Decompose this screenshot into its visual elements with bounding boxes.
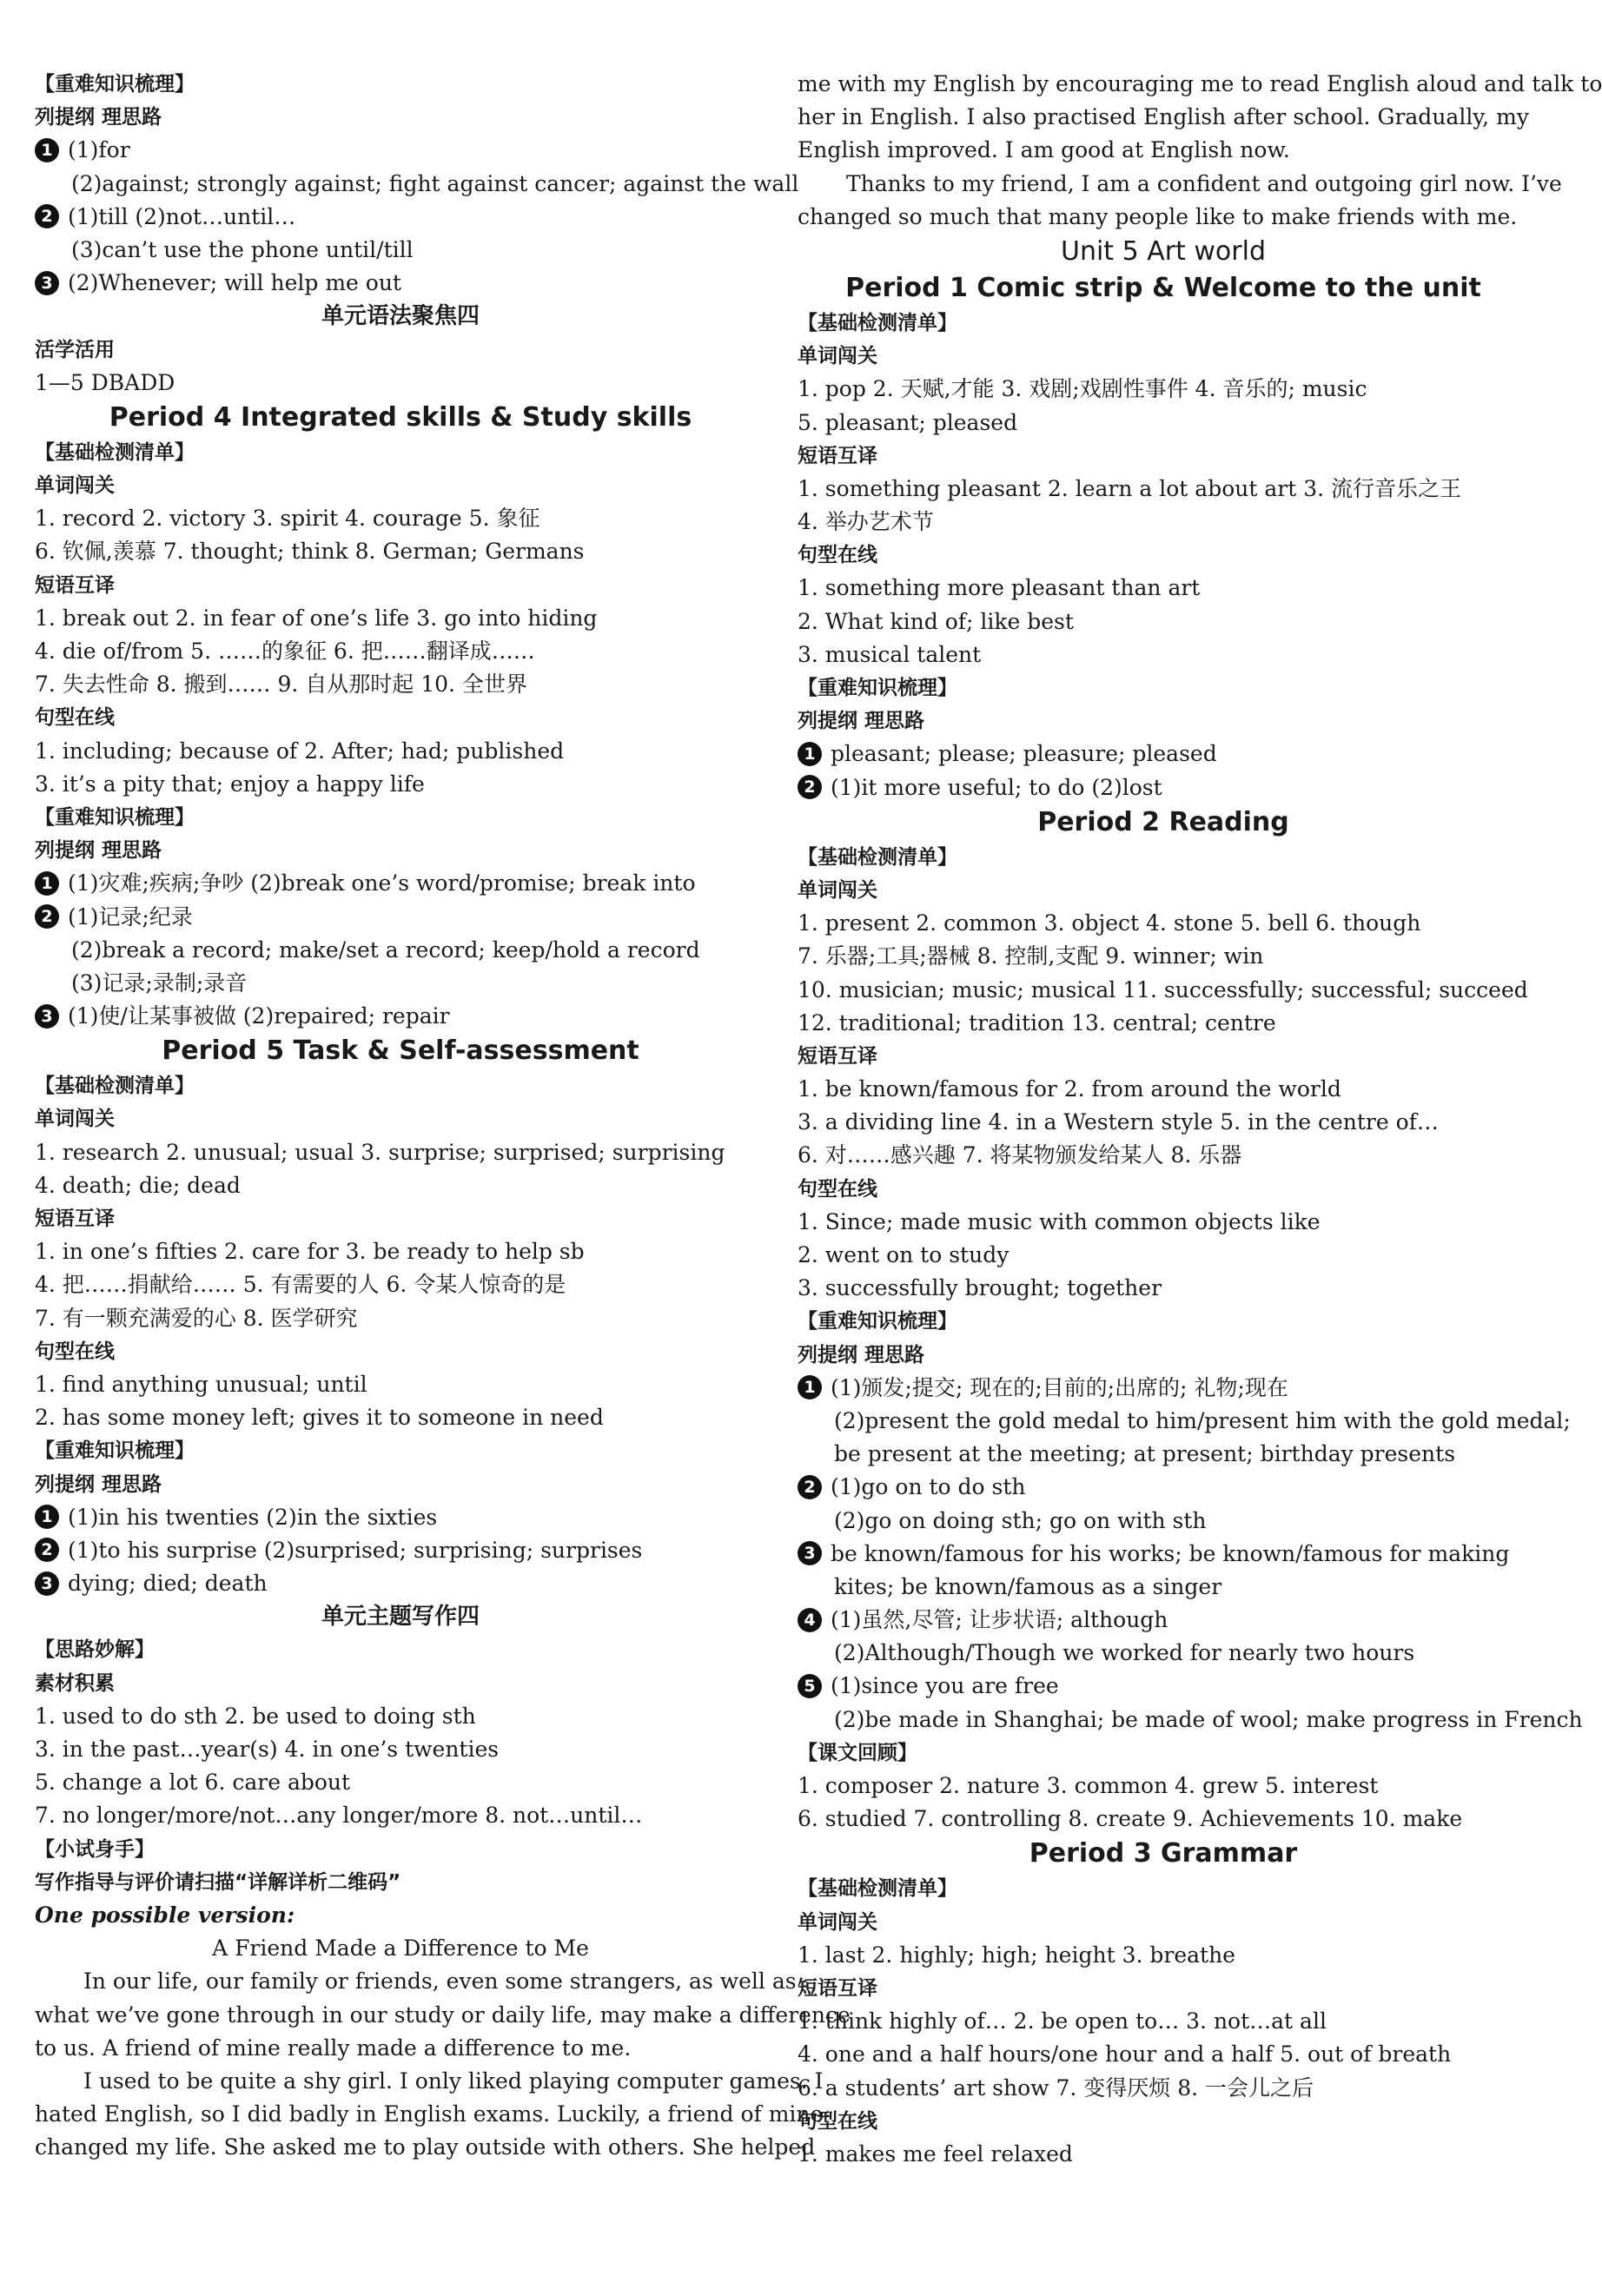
subsection-label [35,68,766,101]
line-text: 句型在线 [798,1177,877,1201]
line-text: changed my life. She asked me to play outside with others. She helped [35,2134,816,2160]
line-text: 列提纲 理思路 [798,1343,925,1366]
text-line [798,940,1529,973]
item-number-badge: 2 [35,1538,59,1562]
text-line [798,2038,1529,2071]
line-text: 1. something more pleasant than art [798,575,1201,601]
text-line [798,738,1529,771]
text-line [798,1139,1529,1172]
line-text: 3. a dividing line 4. in a Western style 5. in the centre of… [798,1109,1439,1135]
text-line [35,1268,766,1301]
line-text: 【思路妙解】 [35,1638,155,1662]
line-text: 2. has some money left; gives it to someone in need [35,1405,604,1431]
line-text: 列提纲 理思路 [35,839,162,863]
line-text: 4. one and a half hours/one hour and a half 5. out of breath [798,2041,1452,2068]
line-text: In our life, our family or friends, even some strangers, as well as [83,1968,797,1995]
text-line [35,867,766,900]
item-number-badge: 1 [35,1505,59,1529]
item-number-badge: 4 [798,1608,822,1632]
line-text: 素材积累 [35,1671,115,1695]
line-text: 【重难知识梳理】 [35,1439,195,1463]
subsection-label [35,1866,766,1899]
line-text: 6. a students’ art show 7. 变得厌烦 8. 一会儿之后 [798,2074,1314,2101]
text-line [35,1999,851,2032]
line-text: 单元语法聚焦四 [321,303,480,330]
subsection-label [798,672,1529,705]
subsection-label [35,1069,766,1102]
item-number-badge: 2 [798,775,822,799]
subsection-label [798,1872,1529,1905]
line-text: 6. 对……感兴趣 7. 将某物颁发给某人 8. 乐器 [798,1142,1242,1168]
line-text: 句型在线 [798,544,877,567]
subsection-label [35,1102,766,1135]
item-number-badge: 3 [798,1541,822,1565]
subsection-label [798,307,1529,340]
line-text: 1. makes me feel relaxed [798,2141,1073,2167]
line-text: (2)be made in Shanghai; be made of wool; make progress in French [834,1706,1583,1732]
line-text: 6. 钦佩,羡慕 7. thought; think 8. German; Germans [35,539,585,565]
line-text: 单词闯关 [35,1108,115,1131]
subsection-label [35,1335,766,1368]
text-line [798,1372,1529,1405]
subsection-label [35,1667,766,1700]
line-text: (2)present the gold medal to him/present him with the gold medal; [834,1407,1571,1433]
text-line [35,1401,766,1434]
line-text: 【重难知识梳理】 [798,677,957,699]
line-text: 单词闯关 [798,878,877,902]
line-text: 句型在线 [798,2109,877,2133]
line-text: 短语互译 [798,1044,877,1068]
text-line [35,1136,766,1169]
line-text: 【小试身手】 [35,1837,155,1861]
section-heading [798,270,1529,307]
text-line [35,602,766,635]
line-text: be present at the meeting; at present; birthday presents [834,1441,1456,1467]
line-text: her in English. I also practised English after school. Gradually, my [798,104,1529,130]
subsection-label [798,340,1529,373]
text-line [35,1899,766,1932]
text-line [35,934,766,967]
text-line [798,974,1529,1007]
text-line [798,1239,1529,1272]
text-line [798,201,1529,234]
item-number-badge: 5 [798,1674,822,1698]
text-line [798,373,1529,406]
text-line [798,1604,1529,1637]
line-text: 句型在线 [35,1340,115,1363]
line-text: (3)can’t use the phone until/till [71,236,414,262]
line-text: (1)in his twenties (2)in the sixties [68,1504,438,1530]
text-line [798,134,1529,167]
line-text: (1)使/让某事被做 (2)repaired; repair [68,1003,450,1029]
text-line [35,1302,766,1335]
line-text: (1)go on to do sth [831,1474,1026,1500]
text-line [35,1368,766,1401]
item-number-badge: 1 [35,871,59,896]
text-line [35,1000,766,1033]
line-text: 4. 举办艺术节 [798,509,934,535]
line-text: I used to be quite a shy girl. I only liked playing computer games. I [83,2068,824,2094]
line-text: English improved. I am good at English now. [798,137,1290,163]
text-line [35,668,766,701]
line-text: 4. die of/from 5. ……的象征 6. 把……翻译成…… [35,639,535,664]
line-text: changed so much that many people like to make friends with me. [798,203,1518,229]
text-line [798,2138,1529,2171]
subsection-label [35,1600,766,1633]
line-text: (1)since you are free [831,1673,1059,1699]
text-line [798,101,1529,134]
line-text: 5. pleasant; pleased [798,409,1018,435]
line-text: what we’ve gone through in our study or daily life, may make a difference [35,2002,851,2028]
line-text: 活学活用 [35,338,115,361]
line-text: 【课文回顾】 [798,1741,917,1764]
subsection-label [35,1833,766,1866]
line-text: 2. went on to study [798,1242,1010,1267]
line-text: 1. break out 2. in fear of one’s life 3. go into hiding [35,605,598,631]
text-line [798,68,1602,101]
text-line [798,1637,1529,1670]
text-line [798,1073,1529,1106]
item-number-badge: 3 [35,1571,59,1596]
subsection-label [35,1633,766,1666]
line-text: Period 2 Reading [1037,806,1289,837]
line-text: 【基础检测清单】 [798,845,957,869]
line-text: 1. last 2. highly; high; height 3. breathe [798,1942,1235,1968]
line-text: 3. it’s a pity that; enjoy a happy life [35,771,425,797]
line-text: 1. including; because of 2. After; had; published [35,738,565,764]
item-number-badge: 1 [798,1375,822,1399]
text-line [35,735,766,768]
line-text: (1)till (2)not…until… [68,203,296,229]
text-line [798,1272,1529,1305]
text-line [798,1538,1529,1571]
text-line [35,768,766,801]
text-line [798,1405,1571,1438]
subsection-label [35,1202,766,1235]
item-number-badge: 3 [35,271,59,295]
text-line [35,1932,766,1965]
line-text: 1. composer 2. nature 3. common 4. grew 5. interest [798,1773,1379,1798]
text-line [35,267,766,300]
line-text: 7. 有一颗充满爱的心 8. 医学研究 [35,1305,358,1331]
text-line [35,1235,766,1268]
line-text: (2)go on doing sth; go on with sth [834,1507,1207,1533]
text-line [35,234,766,267]
subsection-label [798,440,1529,473]
subsection-label [798,539,1529,572]
section-heading [798,804,1529,841]
text-line [798,1770,1529,1803]
left-column [35,68,851,2164]
line-text: 单元主题写作四 [321,1604,480,1631]
item-number-badge: 2 [798,1475,822,1499]
text-line [798,1939,1529,1972]
subsection-label [798,1972,1529,2005]
text-line [35,1965,797,1998]
text-line [35,2065,824,2098]
line-text: (2)Although/Though we worked for nearly two hours [834,1640,1415,1666]
subsection-label [798,1040,1529,1073]
text-line [35,535,766,568]
item-number-badge: 1 [35,138,59,162]
line-text: Period 3 Grammar [1029,1838,1298,1869]
right-column [798,68,1602,2171]
text-line [798,1803,1529,1836]
line-text: 2. What kind of; like best [798,608,1074,634]
line-text: 【重难知识梳理】 [798,1310,957,1333]
line-text: 4. 把……捐献给…… 5. 有需要的人 6. 令某人惊奇的是 [35,1272,566,1298]
line-text: be known/famous for his works; be known/famous for making [831,1540,1510,1566]
line-text: 单词闯关 [798,345,877,368]
line-text: kites; be known/famous as a singer [834,1573,1222,1599]
subsection-label [35,436,766,469]
line-text: (3)记录;录制;录音 [71,969,248,996]
text-line [35,201,766,234]
text-line [798,1571,1529,1604]
line-text: (1)颁发;提交; 现在的;目前的;出席的; 礼物;现在 [831,1374,1288,1400]
line-text: 【基础检测清单】 [798,311,957,334]
text-line [798,1471,1529,1504]
line-text: 短语互译 [798,444,877,467]
line-text: 1. be known/famous for 2. from around the world [798,1076,1341,1102]
line-text: 短语互译 [35,1208,115,1230]
line-text: 6. studied 7. controlling 8. create 9. Achievements 10. make [798,1806,1463,1832]
text-line [798,771,1529,804]
line-text: 1. think highly of… 2. be open to… 3. not…at all [798,2008,1327,2035]
line-text: (2)break a record; make/set a record; keep/hold a record [71,936,700,963]
line-text: 3. in the past…year(s) 4. in one’s twenties [35,1737,500,1762]
line-text: 7. no longer/more/not…any longer/more 8. not…until… [35,1803,643,1829]
item-number-badge: 2 [35,904,59,929]
line-text: 4. death; die; dead [35,1172,241,1198]
text-line [35,1733,766,1766]
line-text: (1)虽然,尽管; 让步状语; although [831,1607,1168,1633]
text-line [798,2072,1529,2105]
subsection-label [798,1339,1529,1372]
line-text: (1)记录;纪录 [68,903,193,930]
line-text: 列提纲 理思路 [798,710,925,733]
line-text: Unit 5 Art world [1061,235,1266,267]
line-text: 【基础检测清单】 [798,1877,957,1901]
subsection-label [35,469,766,502]
line-text: (1)灾难;疾病;争吵 (2)break one’s word/promise; break into [68,870,696,897]
text-line [798,1438,1529,1471]
line-text: Thanks to my friend, I am a confident and outgoing girl now. I’ve [846,170,1562,196]
line-text: 3. successfully brought; together [798,1275,1162,1301]
text-line [35,1169,766,1202]
text-line [798,407,1529,440]
subsection-label [798,2105,1529,2138]
line-text: A Friend Made a Difference to Me [212,1935,589,1962]
text-line [798,572,1529,605]
line-text: (1)to his surprise (2)surprised; surprising; surprises [68,1537,643,1563]
subsection-label [35,334,766,367]
line-text: (2)Whenever; will help me out [68,270,401,296]
subsection-label [798,1305,1529,1338]
text-line [35,1700,766,1733]
line-text: 列提纲 理思路 [35,1472,162,1496]
text-line [798,168,1562,201]
subsection-label [35,1434,766,1467]
line-text: to us. A friend of mine really made a difference to me. [35,2035,632,2061]
line-text: 【基础检测清单】 [35,1075,195,1098]
text-line [798,1704,1583,1737]
subsection-label [35,569,766,602]
line-text: 7. 乐器;工具;器械 8. 控制,支配 9. winner; win [798,943,1264,969]
line-text: 单词闯关 [798,1910,877,1934]
line-text: 写作指导与评价请扫描“详解详析二维码” [35,1870,401,1894]
subsection-label [35,834,766,867]
text-line [35,1501,766,1534]
line-text: 5. change a lot 6. care about [35,1770,351,1796]
line-text: 1. something pleasant 2. learn a lot about art 3. 流行音乐之王 [798,475,1461,501]
text-line [35,635,766,668]
text-line [798,639,1529,672]
line-text: 【重难知识梳理】 [35,805,195,829]
subsection-label [35,101,766,134]
section-heading [798,1836,1529,1872]
line-text: 1. research 2. unusual; usual 3. surprise; surprised; surprising [35,1139,725,1165]
text-line [798,506,1529,539]
line-text: 【基础检测清单】 [35,440,195,464]
text-line [35,168,799,201]
line-text: 1. find anything unusual; until [35,1371,367,1397]
text-line [35,2032,766,2065]
line-text: (1)for [68,137,130,163]
section-heading [35,400,766,436]
subsection-label [798,874,1529,907]
text-line [35,1567,766,1600]
subsection-label [35,801,766,834]
text-line [798,1007,1529,1040]
line-text: 单词闯关 [35,474,115,498]
text-line [35,1534,766,1567]
section-heading [798,234,1529,270]
text-line [798,1670,1529,1703]
line-text: 7. 失去性命 8. 搬到…… 9. 自从那时起 10. 全世界 [35,672,527,698]
item-number-badge: 2 [35,204,59,228]
subsection-label [35,701,766,734]
text-line [798,1505,1529,1538]
text-line [35,502,766,535]
line-text: Period 1 Comic strip & Welcome to the unit [845,272,1481,303]
subsection-label [798,705,1529,738]
text-line [798,1206,1529,1239]
line-text: 1. used to do sth 2. be used to doing sth [35,1703,476,1729]
line-text: 【重难知识梳理】 [35,73,195,96]
line-text: dying; died; death [68,1571,268,1597]
line-text: 短语互译 [798,1976,877,2000]
text-line [35,1766,766,1799]
item-number-badge: 3 [35,1004,59,1029]
line-text: me with my English by encouraging me to read English aloud and talk to [798,71,1602,96]
line-text: 短语互译 [35,573,115,597]
line-text: 12. traditional; tradition 13. central; centre [798,1009,1276,1036]
text-line [35,901,766,934]
line-text: 1. Since; made music with common objects like [798,1208,1321,1234]
item-number-badge: 1 [798,742,822,766]
text-line [798,473,1529,506]
line-text: Period 4 Integrated skills & Study skills [109,401,692,433]
text-line [798,907,1529,940]
line-text: 3. musical talent [798,641,982,667]
subsection-label [35,300,766,333]
subsection-label [35,1468,766,1501]
text-line [798,2005,1529,2038]
text-line [35,2131,816,2164]
line-text: 1. present 2. common 3. object 4. stone 5. bell 6. though [798,910,1421,936]
line-text: pleasant; please; pleasure; pleased [831,741,1217,767]
text-line [35,134,766,167]
line-text: 1. in one’s fifties 2. care for 3. be ready to help sb [35,1239,585,1265]
subsection-label [798,1173,1529,1206]
line-text: (1)it more useful; to do (2)lost [831,774,1162,800]
text-line [35,2098,824,2131]
line-text: 1—5 DBADD [35,369,175,395]
line-text: 10. musician; music; musical 11. successfully; successful; succeed [798,976,1528,1002]
line-text: 1. record 2. victory 3. spirit 4. courage 5. 象征 [35,506,540,532]
text-line [798,605,1529,639]
subsection-label [798,1906,1529,1939]
line-text: hated English, so I did badly in English exams. Luckily, a friend of mine [35,2101,824,2127]
text-line [798,1106,1529,1139]
subsection-label [798,841,1529,874]
line-text: One possible version: [35,1902,295,1928]
line-text: Period 5 Task & Self-assessment [162,1036,639,1067]
section-heading [35,1033,766,1069]
line-text: 列提纲 理思路 [35,106,162,129]
text-line [35,367,766,400]
line-text: 句型在线 [35,706,115,730]
line-text: 1. pop 2. 天赋,才能 3. 戏剧;戏剧性事件 4. 音乐的; music [798,376,1367,402]
text-line [35,967,766,1000]
subsection-label [798,1737,1529,1770]
text-line [35,1799,766,1832]
line-text: (2)against; strongly against; fight against cancer; against the wall [71,170,799,196]
